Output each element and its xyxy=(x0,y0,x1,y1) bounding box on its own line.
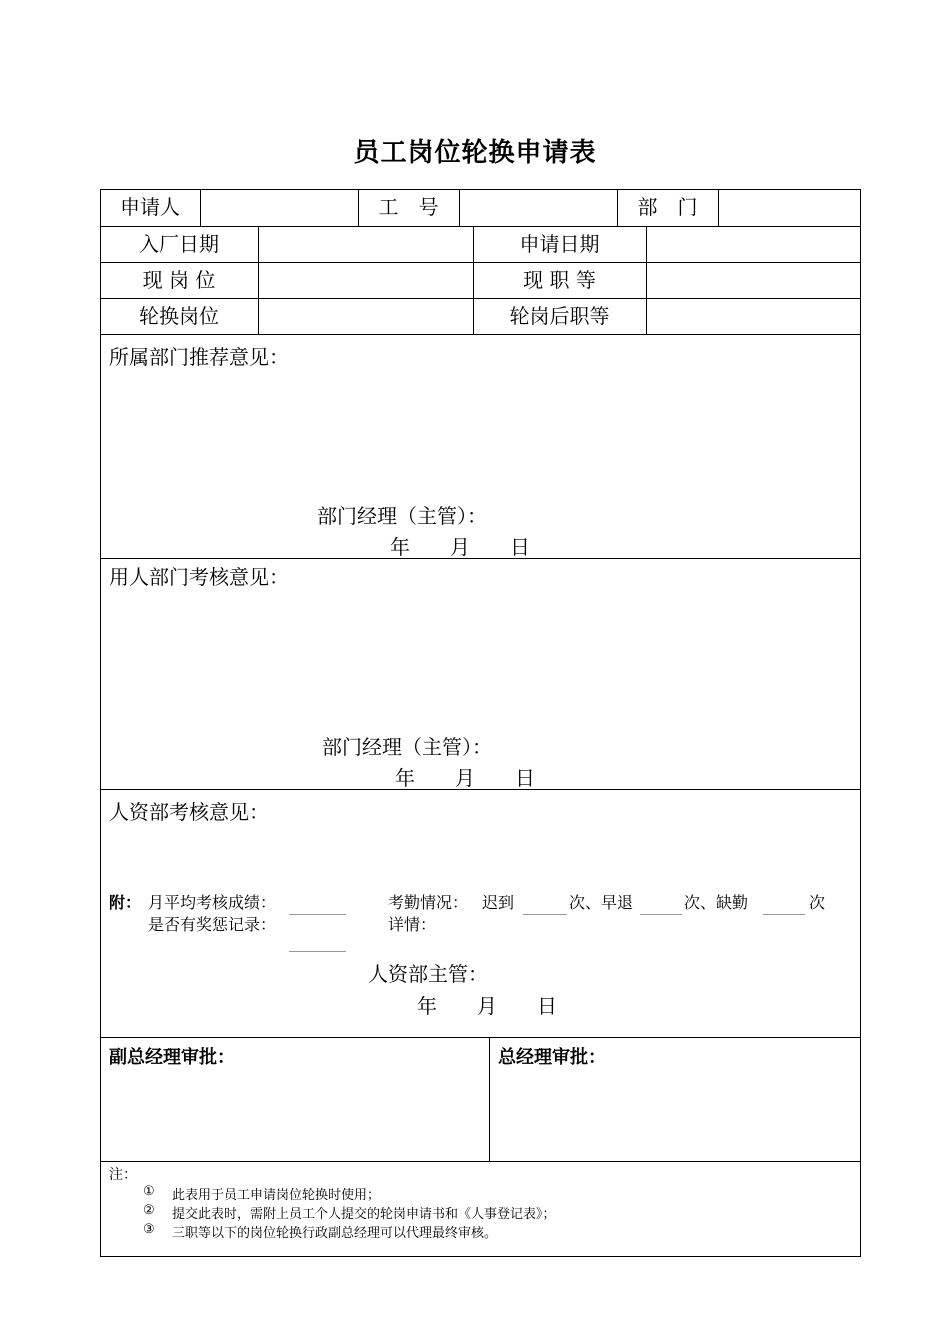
hiring-dept-date: 年 月 日 xyxy=(395,766,535,790)
early-label: 次、早退 xyxy=(569,893,634,912)
late-label: 迟到 xyxy=(482,893,515,912)
hiring-dept-heading: 用人部门考核意见： xyxy=(109,565,289,589)
details-label: 详情： xyxy=(388,915,437,934)
page-title: 员工岗位轮换申请表 xyxy=(353,138,597,168)
reward-record-blank[interactable] xyxy=(289,937,346,952)
early-count-blank[interactable] xyxy=(640,900,682,915)
new-grade-label: 轮岗后职等 xyxy=(509,304,610,328)
applicant-label: 申请人 xyxy=(120,195,180,219)
absent-count-blank[interactable] xyxy=(763,900,805,915)
gm-approval-label: 总经理审批： xyxy=(498,1047,606,1068)
times-label: 次 xyxy=(809,893,826,912)
note-text: 提交此表时，需附上员工个人提交的轮岗申请书和《人事登记表》； xyxy=(172,1207,556,1222)
attach-label: 附： xyxy=(109,893,142,912)
note-text: 三职等以下的岗位轮换行政副总经理可以代理最终审核。 xyxy=(172,1226,498,1241)
absent-label: 次、缺勤 xyxy=(684,893,749,912)
row-divider xyxy=(100,1037,861,1038)
hiring-dept-signer: 部门经理（主管）： xyxy=(322,735,492,759)
col-divider xyxy=(200,189,201,226)
entry-date-label: 入厂日期 xyxy=(139,232,219,256)
note-text: 此表用于员工申请岗位轮换时使用； xyxy=(172,1188,381,1203)
monthly-score-blank[interactable] xyxy=(289,900,346,915)
hr-heading: 人资部考核意见： xyxy=(109,800,269,824)
col-divider xyxy=(459,189,460,226)
hr-signer: 人资部主管： xyxy=(368,962,488,986)
row-divider xyxy=(100,1161,861,1162)
notes-heading: 注： xyxy=(109,1167,137,1183)
note-number: ② xyxy=(143,1203,155,1218)
note-number: ① xyxy=(143,1184,155,1199)
department-label: 部 门 xyxy=(637,195,698,219)
employee-id-label: 工 号 xyxy=(378,195,439,219)
current-grade-label: 现 职 等 xyxy=(523,268,596,292)
col-divider xyxy=(489,1037,490,1161)
row-divider xyxy=(100,334,861,335)
attendance-label: 考勤情况： xyxy=(388,893,469,912)
current-post-label: 现 岗 位 xyxy=(142,268,216,292)
dept-recommend-heading: 所属部门推荐意见： xyxy=(109,345,289,369)
reward-record-label: 是否有奖惩记录： xyxy=(148,915,277,934)
hr-date: 年 月 日 xyxy=(417,994,557,1018)
vice-gm-approval-label: 副总经理审批： xyxy=(109,1047,235,1068)
col-divider xyxy=(258,226,259,334)
dept-recommend-signer: 部门经理（主管）： xyxy=(317,504,487,528)
note-number: ③ xyxy=(143,1222,155,1237)
dept-recommend-date: 年 月 日 xyxy=(390,535,530,559)
late-count-blank[interactable] xyxy=(523,900,567,915)
col-divider xyxy=(646,226,647,334)
monthly-score-label: 月平均考核成绩： xyxy=(148,893,277,912)
rotation-post-label: 轮换岗位 xyxy=(139,304,219,328)
apply-date-label: 申请日期 xyxy=(519,232,600,256)
col-divider xyxy=(718,189,719,226)
